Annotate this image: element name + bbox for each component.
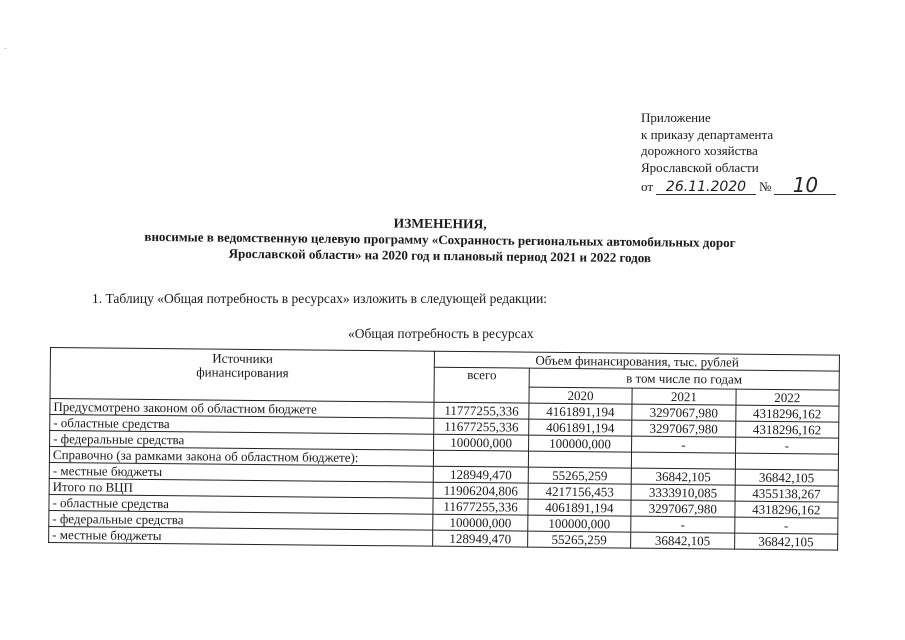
header-source [50, 348, 435, 403]
row-total: 11906204,806 [434, 482, 528, 499]
document-title [60, 212, 820, 268]
header-year: 2020 [529, 387, 633, 404]
header-year: 2022 [736, 389, 840, 406]
table-caption: «Общая потребность в ресурсах [348, 326, 534, 341]
row-label: Итого по ВЦП [49, 478, 434, 498]
handwritten-date: 26.11.2020 [656, 180, 756, 195]
date-prefix: от [641, 178, 654, 194]
header-source-line: Источники [212, 350, 273, 367]
row-2020: 55265,259 [527, 531, 631, 548]
row-2022 [735, 453, 839, 470]
row-label: - местные бюджеты [49, 526, 434, 546]
scan-speck: ¨ [4, 46, 7, 56]
row-2020: 100000,000 [528, 515, 632, 532]
row-total: 100000,000 [433, 514, 527, 531]
row-2022: 4355138,267 [735, 485, 839, 502]
row-total: 11677255,336 [434, 418, 528, 435]
number-sign: № [759, 178, 772, 194]
row-2022: 4318296,162 [735, 405, 839, 422]
row-2020: 100000,000 [528, 435, 632, 452]
handwritten-number: 10 [774, 176, 836, 195]
appendix-block [641, 110, 836, 195]
row-total [434, 450, 528, 467]
header-volume: Объем финансирования, тыс. рублей [435, 351, 840, 371]
row-2020: 4061891,194 [528, 499, 632, 516]
row-2020 [528, 451, 632, 468]
row-2020: 4161891,194 [529, 403, 633, 420]
header-source-line: финансирования [196, 364, 289, 381]
row-2020: 4217156,453 [528, 483, 632, 500]
row-total: 128949,470 [433, 530, 527, 547]
row-2022: - [735, 437, 839, 454]
appendix-line: к приказу департамента [641, 126, 774, 142]
row-2022: 36842,105 [734, 533, 838, 550]
row-2021: 3297067,980 [631, 500, 735, 517]
instruction-paragraph: 1. Таблицу «Общая потребность в ресурсах» изложить в следующей редакции: [92, 291, 548, 306]
row-2022: 36842,105 [735, 469, 839, 486]
row-2020: 4061891,194 [528, 419, 632, 436]
row-2021: - [632, 436, 736, 453]
row-2022: 4318296,162 [734, 501, 838, 518]
row-label: Справочно (за рамками закона об областном бюджете): [49, 447, 434, 467]
row-2021: 3333910,085 [631, 484, 735, 501]
resources-table [48, 347, 840, 551]
row-2022: - [734, 517, 838, 534]
appendix-line: Ярославской области [641, 159, 759, 175]
title-subline: Ярославской области» на 2020 год и плановый период 2021 и 2022 годов [228, 245, 652, 266]
row-2022: 4318296,162 [735, 421, 839, 438]
row-total: 11677255,336 [433, 498, 527, 515]
row-2021: - [631, 516, 735, 533]
header-year: 2021 [632, 388, 736, 405]
appendix-line: Приложение [641, 110, 711, 125]
row-label: Предусмотрено законом об областном бюджете [50, 399, 435, 419]
row-total: 128949,470 [434, 466, 528, 483]
order-date-number [641, 173, 836, 197]
row-2021: 3297067,980 [632, 404, 736, 421]
header-by-years: в том числе по годам [529, 368, 839, 390]
row-label: - местные бюджеты [49, 462, 434, 482]
row-label: - областные средства [49, 494, 434, 514]
row-2020: 55265,259 [528, 467, 632, 484]
row-2021: 3297067,980 [632, 420, 736, 437]
title-subline: вносимые в ведомственную целевую программу «Сохранность региональных автомобильных дорог [144, 228, 736, 251]
row-total: 100000,000 [434, 434, 528, 451]
row-label: - федеральные средства [49, 510, 434, 530]
header-total: всего [434, 367, 529, 403]
appendix-line: дорожного хозяйства [641, 143, 758, 158]
row-2021: 36842,105 [631, 532, 735, 549]
row-2021 [632, 452, 736, 469]
row-total: 11777255,336 [434, 402, 528, 419]
title-heading: ИЗМЕНЕНИЯ, [393, 215, 487, 232]
row-label: - областные средства [50, 415, 435, 435]
row-label: - федеральные средства [50, 431, 435, 451]
row-2021: 36842,105 [631, 468, 735, 485]
